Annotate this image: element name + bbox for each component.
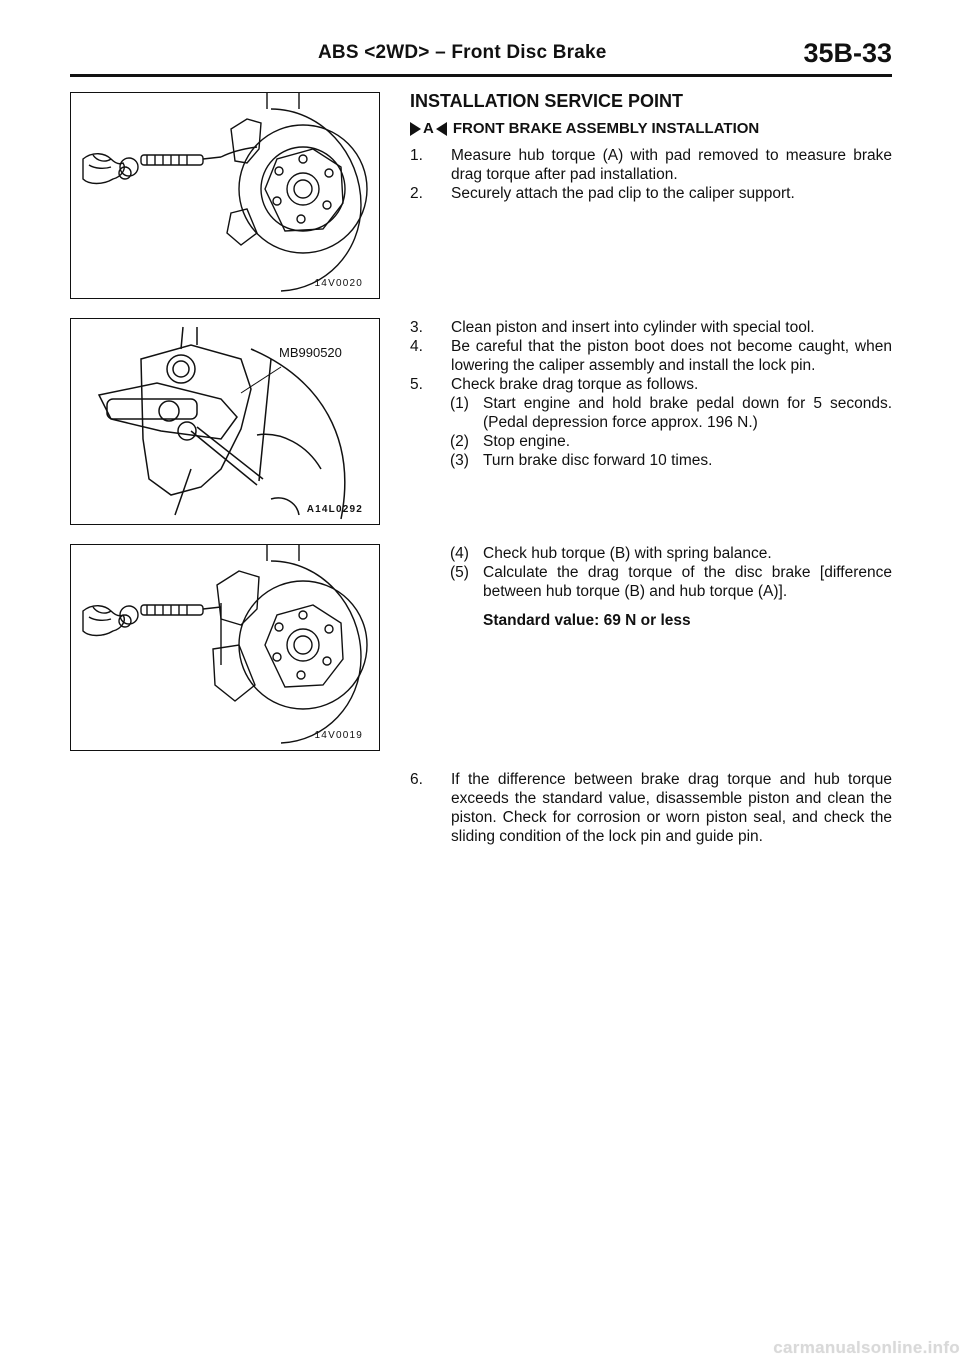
steps-block-2 <box>410 318 892 470</box>
figure-hub-torque-a <box>70 92 380 299</box>
substep-text: Start engine and hold brake pedal down for 5 seconds. (Pedal depression force approx. 196 N.) <box>483 395 892 431</box>
substep-text: Calculate the drag torque of the disc brake [difference between hub torque (B) and hub torque (A)]. <box>483 564 892 600</box>
substep-item <box>410 451 892 470</box>
step-item <box>410 375 892 394</box>
subsection-marker: A <box>423 120 434 137</box>
steps-block-4 <box>410 770 892 846</box>
figure-code: A14L0292 <box>306 504 363 515</box>
figure-code: 14V0019 <box>314 730 363 741</box>
step-number: 4. <box>410 338 423 355</box>
subsection-label: FRONT BRAKE ASSEMBLY INSTALLATION <box>452 120 760 137</box>
step-number: 6. <box>410 771 423 788</box>
substep-number: (5) <box>450 564 469 581</box>
step-item <box>410 184 892 203</box>
special-tool-label: MB990520 <box>279 345 342 360</box>
substep-item <box>410 544 892 563</box>
step-item <box>410 146 892 184</box>
page-number: 35B-33 <box>803 38 892 68</box>
step-number: 3. <box>410 319 423 336</box>
step-text: Measure hub torque (A) with pad removed to measure brake drag torque after pad installation. <box>451 147 892 183</box>
step-number: 2. <box>410 185 423 202</box>
step-text: If the difference between brake drag torque and hub torque exceeds the standard value, disassemble piston and clean the piston. Check for corrosion or worn piston seal, and check the sliding condition of the lock pin and guide pin. <box>451 771 892 845</box>
figure-code: 14V0020 <box>314 278 363 289</box>
standard-value: Standard value: 69 N or less <box>483 612 691 629</box>
step-number: 1. <box>410 147 423 164</box>
watermark-footer: carmanualsonline.info <box>773 1338 960 1357</box>
substep-number: (4) <box>450 545 469 562</box>
figure-piston-tool <box>70 318 380 525</box>
subsection-title <box>410 119 892 138</box>
triangle-right-icon <box>410 122 421 136</box>
substep-number: (1) <box>450 395 469 412</box>
figure-hub-torque-b <box>70 544 380 751</box>
steps-block-3 <box>410 544 892 630</box>
step-item <box>410 337 892 375</box>
substep-number: (3) <box>450 452 469 469</box>
substep-item <box>410 432 892 451</box>
brake-disc-illustration <box>71 93 380 299</box>
page-header <box>70 38 892 77</box>
triangle-left-icon <box>436 122 447 136</box>
substep-number: (2) <box>450 433 469 450</box>
step-text: Be careful that the piston boot does not become caught, when lowering the caliper assembly and install the lock pin. <box>451 338 892 374</box>
page-title: ABS <2WD> – Front Disc Brake <box>318 42 607 63</box>
step-number: 5. <box>410 376 423 393</box>
substep-text: Stop engine. <box>483 433 571 450</box>
brake-disc-caliper-illustration <box>71 545 380 751</box>
step-item <box>410 770 892 846</box>
substep-text: Check hub torque (B) with spring balance. <box>483 545 772 562</box>
installation-section <box>410 92 892 203</box>
substep-item <box>410 394 892 432</box>
step-text: Securely attach the pad clip to the caliper support. <box>451 185 795 202</box>
step-item <box>410 318 892 337</box>
step-text: Clean piston and insert into cylinder with special tool. <box>451 319 815 336</box>
step-text: Check brake drag torque as follows. <box>451 376 699 393</box>
section-title: INSTALLATION SERVICE POINT <box>410 91 684 111</box>
substep-item <box>410 563 892 601</box>
substep-text: Turn brake disc forward 10 times. <box>483 452 713 469</box>
